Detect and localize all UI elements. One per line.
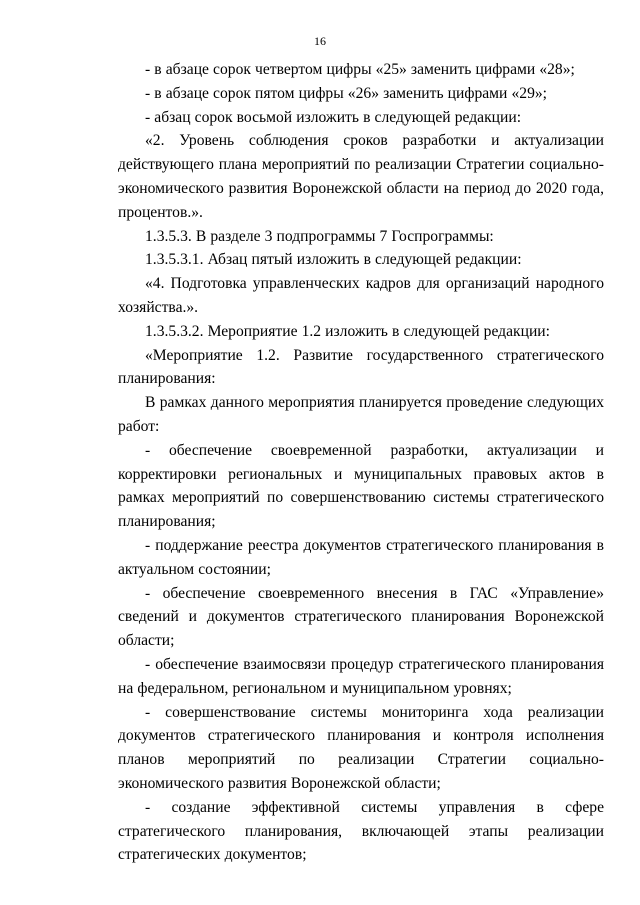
paragraph: - обеспечение своевременной разработки, актуализации и корректировки региональных и муниципальных правовых актов в рамках мероприятий по совершенствованию системы стратегического планирования;: [118, 441, 604, 531]
paragraph: - обеспечение взаимосвязи процедур стратегического планирования на федеральном, региональном и муниципальном уровнях;: [118, 655, 604, 697]
paragraph: - в абзаце сорок пятом цифры «26» заменить цифрами «29»;: [145, 84, 548, 102]
paragraph: - создание эффективной системы управления в сфере стратегического планирования, включающей этапы реализации стратегических документов;: [118, 798, 604, 864]
paragraph: «2. Уровень соблюдения сроков разработки и актуализации действующего плана мероприятий по реализации Стратегии социально-экономического развития Воронежской области на период до 2020 года, процентов.».: [118, 132, 604, 221]
paragraph: - поддержание реестра документов стратегического планирования в актуальном состоянии;: [118, 536, 604, 578]
document-body: [118, 58, 604, 867]
paragraph: - совершенствование системы мониторинга хода реализации документов стратегического планирования и контроля исполнения планов мероприятий по реализации Стратегии социально-экономического развития Воронежской области;: [118, 703, 604, 792]
paragraph: «4. Подготовка управленческих кадров для организаций народного хозяйства.».: [118, 275, 604, 316]
paragraph: - в абзаце сорок четвертом цифры «25» заменить цифрами «28»;: [145, 61, 575, 78]
paragraph: 1.3.5.3.1. Абзац пятый изложить в следующей редакции:: [145, 251, 522, 269]
paragraph: В рамках данного мероприятия планируется проведение следующих работ:: [118, 394, 604, 435]
paragraph: 1.3.5.3. В разделе 3 подпрограммы 7 Госпрограммы:: [145, 227, 494, 245]
paragraph: - абзац сорок восьмой изложить в следующей редакции:: [145, 108, 522, 126]
paragraph: 1.3.5.3.2. Мероприятие 1.2 изложить в следующей редакции:: [145, 322, 550, 340]
paragraph: «Мероприятие 1.2. Развитие государственного стратегического планирования:: [118, 346, 604, 388]
page-number: 16: [314, 34, 326, 48]
paragraph: - обеспечение своевременного внесения в ГАС «Управление» сведений и документов стратегического планирования Воронежской области;: [118, 584, 604, 650]
